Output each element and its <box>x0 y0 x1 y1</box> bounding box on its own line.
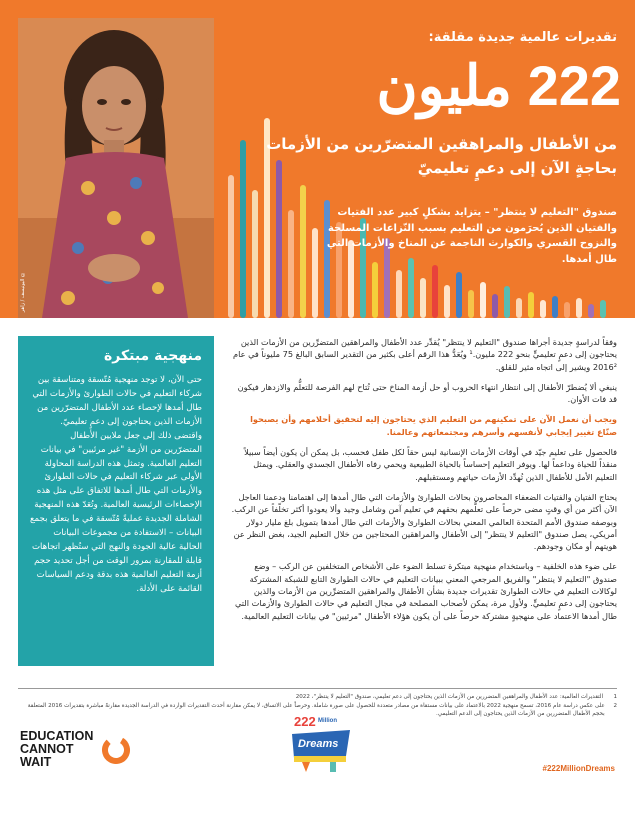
ecw-line: EDUCATION <box>20 729 94 743</box>
headline: 222 مليون <box>376 54 621 117</box>
methodology-sidebar <box>18 336 214 666</box>
hashtag: #222MillionDreams <box>542 764 615 773</box>
ecw-line: WAIT <box>20 755 52 770</box>
girl-photo <box>18 18 214 318</box>
222-million-dreams-logo <box>288 712 354 774</box>
intro-paragraph: صندوق "التعليم لا ينتظر" – يتزايد بشكلٍ كبير عدد الفتيات والفتيان الذين يُحرَمون من التعليم بسبب النّزاعات المسلحة والنزوح القسري والكوارث الناجمة عن المناخ والأزمات التي طال أمدها. <box>326 207 617 265</box>
paragraph-2: ينبغي ألا يُضطرّ الأطفال إلى انتظار انتهاء الحروب أو حل أزمة المناخ حتى تُتاح لهم الفرصة للتعلُّم والازدهار فيكون قد فات الأوان. <box>237 381 617 405</box>
ecw-ring-icon <box>101 735 131 765</box>
photo-credit: © اليونيسف / زاهر <box>20 270 26 312</box>
footnote-text: على عكس دراسة عام 2016، تسمح منهجية 2022 بالاعتماد على بيانات مستقاة من مصادر متعددة للحصول على صورة شاملة. وحرصاً على الاتساق، لا يمكن مقارنة أحدث التقديرات الواردة في الدراسة الجديدة مقارنةً مباشرة بتقديرات 2016 المتعلقة بحجم الأطفال المتضررين من الأزمات الذين يحتاجون إلى الدعم التعليمي. <box>27 702 605 718</box>
footnote-text: التقديرات العالمية: عدد الأطفال والمراهقين المتضررين من الأزمات الذين يحتاجون إلى دعم تعليمي، صندوق "التعليم لا ينتظر"، 2022 <box>295 694 603 700</box>
ecw-wordmark <box>20 730 93 769</box>
paragraph-5: يحتاج الفتيان والفتيات الضعفاء المحاصرون بحالات الطوارئ والأزمات التي طال أمدها إلى اهتمامنا ودعمنا العاجل الآن أكثر من أي وقتٍ مضى حرصاً على تعلُّمهم بحقهم في تعليم آمن وشامل وجيد وألا يعودوا أكثر تخلّفاً عن الركب. وبوصفه صندوق الأمم المتحدة العالمي المعني بحالات الطوارئ والأزمات التي طال أمدها بتمويل بلغ مليار دولار أمريكي، يصل صندوق "التعليم لا ينتظر" إلى الأطفال والمراهقين المحتاجين من خلال التعليم الجيد، بغض النظر عن هويتهم أو مكان وجودهم. <box>231 491 617 552</box>
sidebar-title: منهجية مبتكرة <box>103 348 202 364</box>
footnote-number: 2 <box>613 702 617 709</box>
highlight-paragraph: ويجب أن نعمل الآن على تمكينهم من التعليم الذي يحتاجون إليه لتحقيق أحلامهم وأن يصبحوا صنّاع تغيير إيجابي لأنفسهم وأسرهم ومجتمعاتهم وعالمنا. <box>250 414 617 437</box>
paragraph-4: فالحصول على تعليم جيّد في أوقات الأزمات الإنسانية ليس حقاً لكل طفل فحسب، بل يمكن أن يكون أيضاً سبيلاً منقذاً للحياة وداعماً لها. ويوفر التعليم إحساساً بالحياة الطبيعية ويحمي رفاه الأطفال الجسدي والعقلي. ويمثل التعليم الأمل للأطفال الذين تُهدِّد الأزمات حياتهم ومستقبلهم. <box>244 447 617 482</box>
ecw-line: CANNOT <box>20 742 74 757</box>
paragraph-1: وفقاً لدراسةٍ جديدة أجراها صندوق "التعليم لا ينتظر" يُقدِّر عدد الأطفال والمراهقين المتضرِّرين من الأزمات الذين يحتاجون إلى دعمٍ تعليميٍّ بنحو 222 مليون.¹ ويُعَدُّ هذا الرقم أعلى بكثير من التقدير السابق البالغ 75 مليوناً في عام 2016² ويشير إلى اتجاه مثير للقلق. <box>233 337 617 372</box>
paragraph-6: على ضوء هذه الخلفية – وباستخدام منهجية مبتكرة تسلط الضوء على الأشخاص المتخلفين عن الركب – وضع صندوق "التعليم لا ينتظر" والفريق المرجعي المعني ببيانات التعليم في حالات الطوارئ التابع للشبكة المشتركة لوكالات التعليم في حالات الطوارئ تقديرات جديدة بشأن الأطفال والمراهقين المتضرِّرين من الأزمات والذين يحتاجون إلى دعمٍ تعليميٍّ. ولأول مرة، يمكن لأصحاب المصلحة في مجال التعليم في حالات الطوارئ والأزمات التي طال أمدها الاعتماد على منهجيةٍ مشتركة حرصاً على أن يكون هؤلاء الأطفال "مرئيين" في بيانات التعليم العالمية. <box>234 561 617 621</box>
sidebar-body: حتى الآن، لا توجد منهجية مُتّسقة ومتناسقة بين شركاء التعليم في حالات الطوارئ والأزمات التي طال أمدها لإحصاء عدد الأطفال المتضرّرين من الأزمات الذين يحتاجون إلى دعمٍ تعليميّ. واقتضى ذلك إلى جعل ملايين الأطفال المتضرّرين من الأزمة "غير مرئيين" في بيانات التعليم العالمية. وتمثل هذه الدراسة المحاولة الأولى عبر شركاء التعليم في حالات الطوارئ والأزمات التي طال أمدها للاتفاق على مثل هذه الإحصاءات الرئيسية العالمية. وتُعَدّ هذه المنهجية الشاملة الجديدة عمليةً مُتّسقة في ما يتعلق بجمع البيانات – الاستفادة من مجموعات البيانات الحالية عالية الجودة والنهج التي ستُظهر اتجاهات قابلة للمقارنة بمرور الوقت من أجل تحديد حجم أزمة التعليم العالمية هذه بدقة ودعم السياسات القائمة على الأدلة. <box>29 375 202 594</box>
dreams-million: Million <box>318 718 337 724</box>
footnote <box>18 693 617 702</box>
hero-header <box>0 0 635 318</box>
footnote-number: 1 <box>613 694 617 700</box>
dreams-number: 222 <box>294 714 316 729</box>
subheadline: من الأطفال والمراهقين المتضرّرين من الأزمات بحاجةٍ الآن إلى دعمٍ تعليميّ <box>266 135 617 177</box>
main-column <box>231 336 617 630</box>
dreams-word: Dreams <box>298 738 339 750</box>
ecw-logo <box>20 730 131 769</box>
kicker-text: تقديرات عالمية جديدة مقلقة: <box>428 30 617 45</box>
